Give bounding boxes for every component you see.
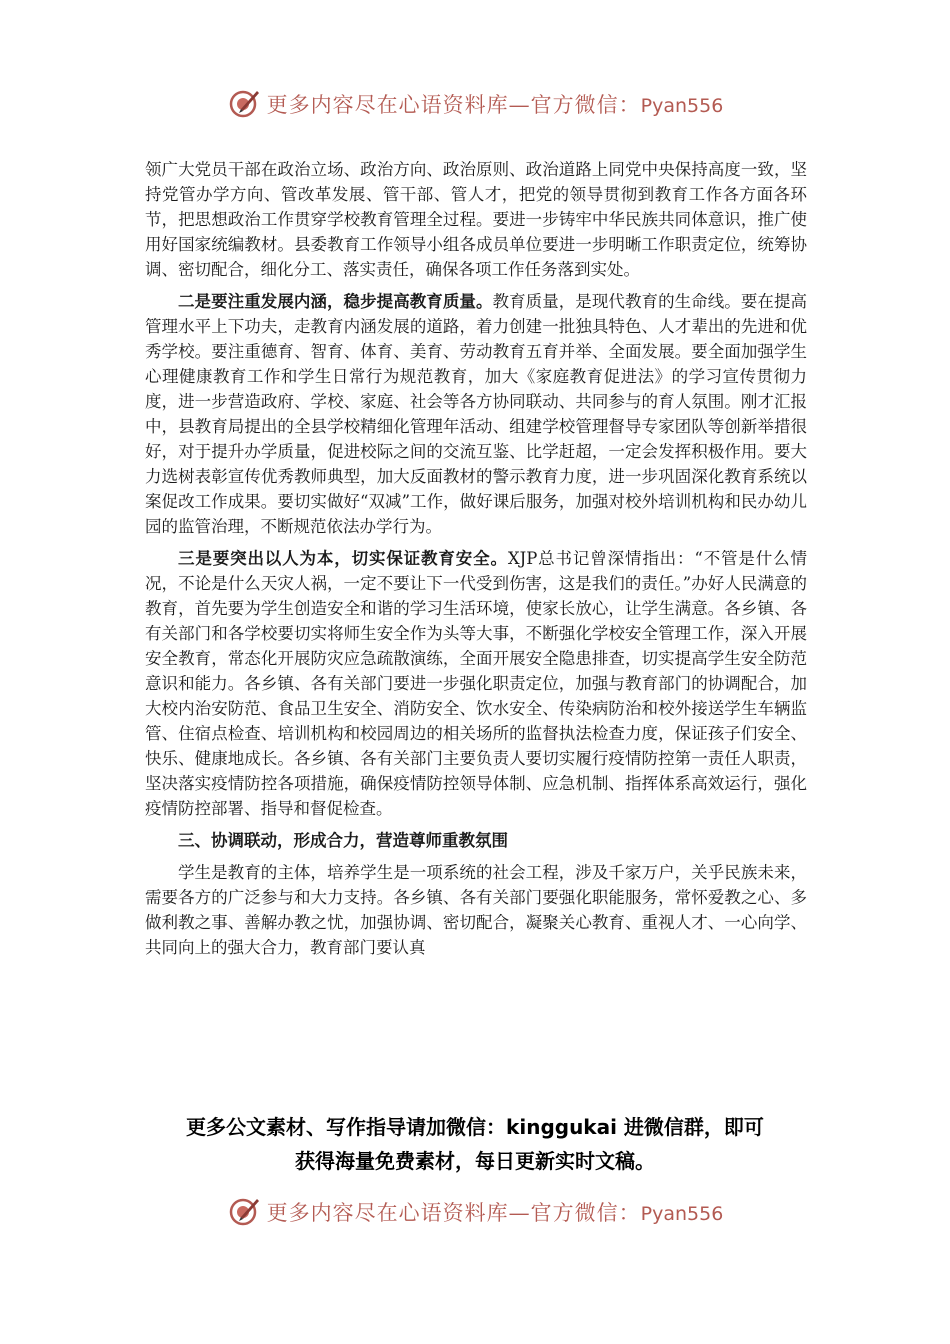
paragraph-4: 学生是教育的主体，培养学生是一项系统的社会工程，涉及千家万户，关乎民族未来，需要各方的广泛参与和大力支持。各乡镇、各有关部门要强化职能服务，常怀爱教之心、多做利教之事、善解办教之忧，加强协调、密切配合，凝聚关心教育、重视人才、一心向学、共同向上的强大合力，教育部门要认真 [145,863,807,957]
pen-logo-icon [227,1195,261,1229]
paragraph-2-body: 教育质量，是现代教育的生命线。要在提高管理水平上下功夫，走教育内涵发展的道路，着力创建一批独具特色、人才辈出的先进和优秀学校。要注重德育、智育、体育、美育、劳动教育五育并举、全面发展。要全面加强学生心理健康教育工作和学生日常行为规范教育，加大《家庭教育促进法》的学习宣传贯彻力度，进一步营造政府、学校、家庭、社会等各方协同联动、共同参与的育人氛围。刚才汇报中，县教育局提出的全县学校精细化管理年活动、组建学校管理督导专家团队等创新举措很好，对于提升办学质量，促进校际之间的交流互鉴、比学赶超，一定会发挥积极作用。要大力选树表彰宣传优秀教师典型，加大反面教材的警示教育力度，进一步巩固深化教育系统以案促改工作成果。要切实做好“双减”工作，做好课后服务，加强对校外培训机构和民办幼儿园的监管治理，不断规范依法办学行为。 [145,292,808,536]
promo-line-2: 获得海量免费素材，每日更新实时文稿。 [295,1149,655,1173]
promo-line-1: 更多公文素材、写作指导请加微信：kinggukai 进微信群，即可 [186,1115,764,1139]
paragraph-3 [145,546,807,821]
footer-watermark [0,1192,950,1232]
footer-watermark-text: 更多内容尽在心语资料库—官方微信： [266,1201,641,1225]
pen-logo-icon [227,87,261,121]
paragraph-2 [145,289,807,539]
header-watermark [0,84,950,124]
paragraph-3-lead: 三是要突出以人为本，切实保证教育安全。 [178,549,508,568]
section-heading-3: 三、协调联动，形成合力，营造尊师重教氛围 [178,831,508,850]
paragraph-1: 领广大党员干部在政治立场、政治方向、政治原则、政治道路上同党中央保持高度一致，坚持党管办学方向、管改革发展、管干部、管人才，把党的领导贯彻到教育工作各方面各环节，把思想政治工作贯穿学校教育管理全过程。要进一步铸牢中华民族共同体意识，推广使用好国家统编教材。县委教育工作领导小组各成员单位要进一步明晰工作职责定位，统筹协调、密切配合，细化分工、落实责任，确保各项工作任务落到实处。 [145,160,807,279]
footer-wechat-id: Pyan556 [640,1203,724,1225]
header-watermark-text: 更多内容尽在心语资料库—官方微信： [266,93,641,117]
promo-notice [0,1110,950,1178]
header-wechat-id: Pyan556 [640,95,724,117]
paragraph-2-lead: 二是要注重发展内涵，稳步提高教育质量。 [178,292,493,311]
paragraph-3-body: XJP总书记曾深情指出：“不管是什么情况，不论是什么天灾人祸，一定不要让下一代受到伤害，这是我们的责任。”办好人民满意的教育，首先要为学生创造安全和谐的学习生活环境，使家长放心，让学生满意。各乡镇、各有关部门和各学校要切实将师生安全作为头等大事，不断强化学校安全管理工作，深入开展安全教育，常态化开展防灾应急疏散演练，全面开展安全隐患排查，切实提高学生安全防范意识和能力。各乡镇、各有关部门要进一步强化职责定位，加强与教育部门的协调配合，加大校内治安防范、食品卫生安全、消防安全、饮水安全、传染病防治和校外接送学生车辆监管、住宿点检查、培训机构和校园周边的相关场所的监督执法检查力度，保证孩子们安全、快乐、健康地成长。各乡镇、各有关部门主要负责人要切实履行疫情防控第一责任人职责，坚决落实疫情防控各项措施，确保疫情防控领导体制、应急机制、指挥体系高效运行，强化疫情防控部署、指导和督促检查。 [145,549,807,818]
document-body [145,157,807,967]
